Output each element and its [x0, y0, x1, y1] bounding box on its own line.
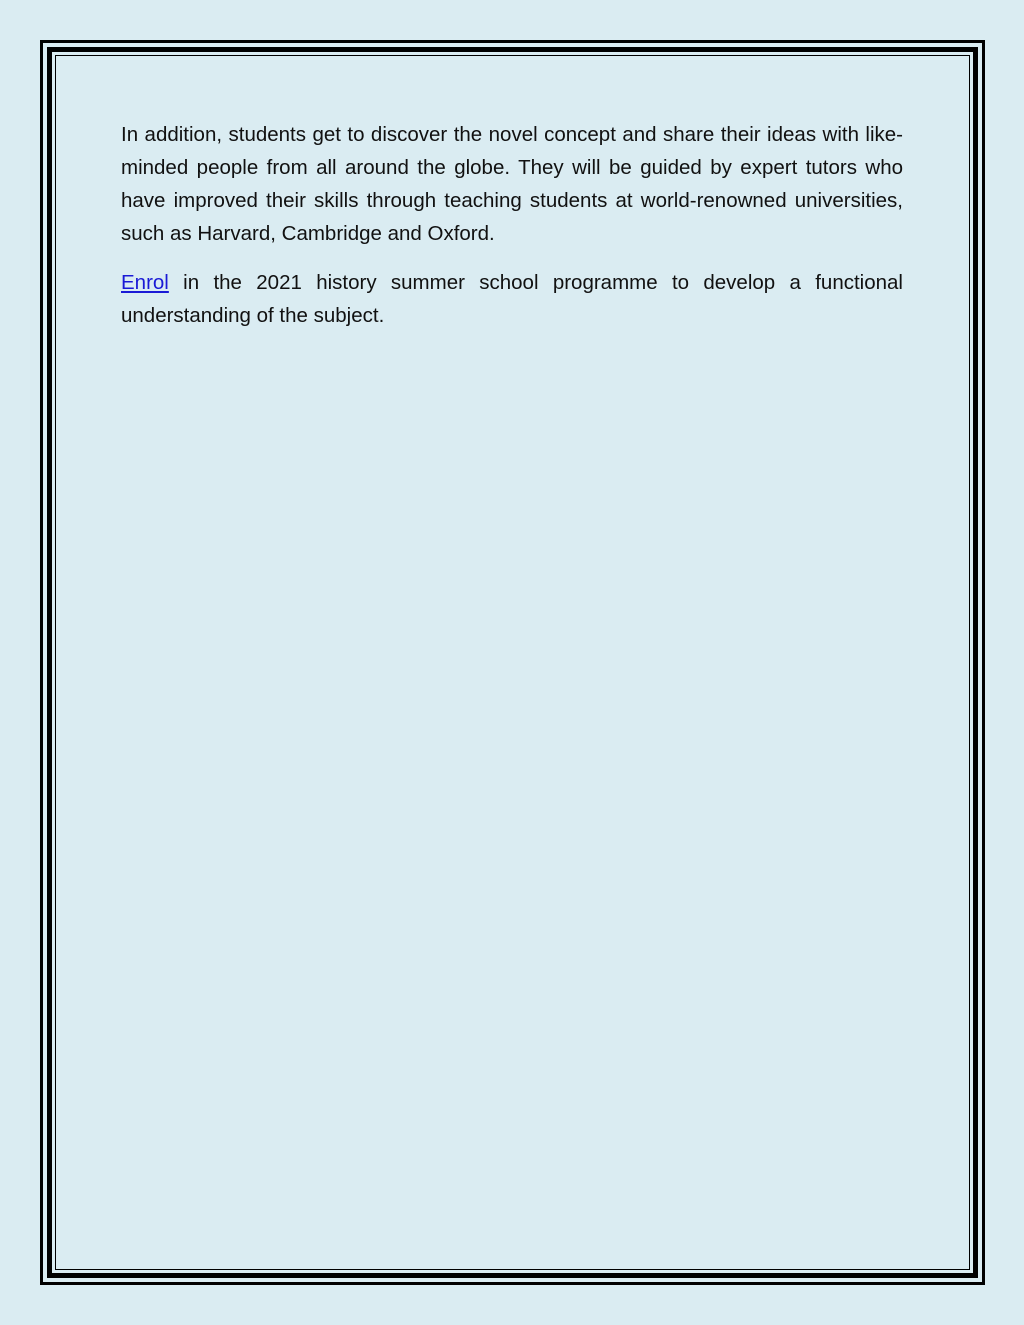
paragraph-intro: In addition, students get to discover the novel concept and share their ideas with like-minded people from all around the globe. They will be guided by expert tutors who have improved their skills through teaching students at world-renowned universities, such as Harvard, Cambridge and Oxford.	[121, 123, 903, 245]
paragraph-enrol-text: in the 2021 history summer school programme to develop a functional understanding of the subject.	[121, 271, 903, 327]
paragraph-enrol	[121, 266, 903, 332]
enrol-link[interactable]: Enrol	[121, 271, 169, 294]
document-body	[121, 118, 903, 348]
